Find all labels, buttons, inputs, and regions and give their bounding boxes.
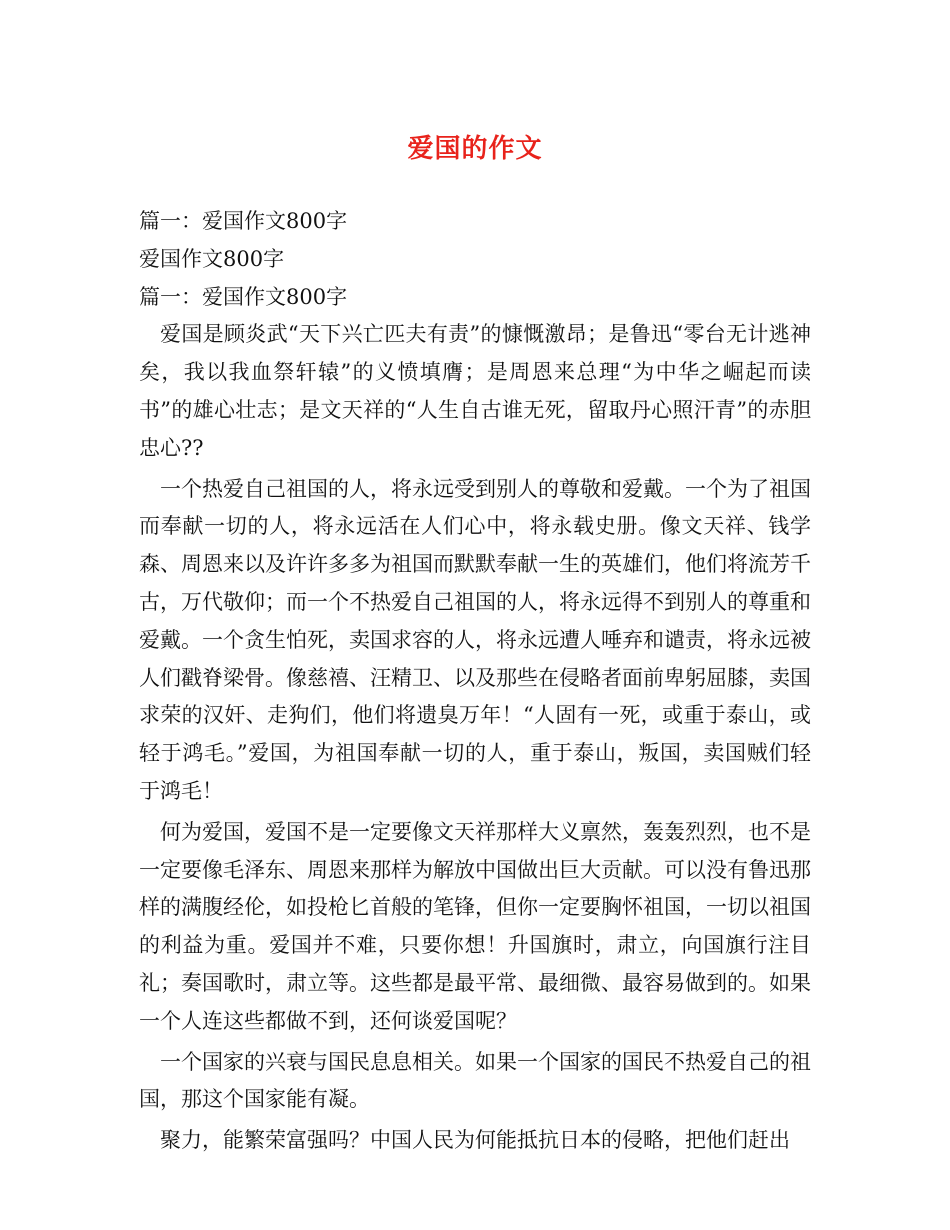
- paragraph: 一个国家的兴衰与国民息息相关。如果一个国家的国民不热爱自己的祖国，那这个国家能有凝。: [139, 1049, 811, 1112]
- document-title: 爱国的作文: [407, 134, 543, 164]
- heading-part-one: 篇一：爱国作文800字: [139, 209, 348, 233]
- paragraph: 爱国是顾炎武“天下兴亡匹夫有责”的慷慨激昂；是鲁迅“零台无计逃神矣，我以我血祭轩辕”的义愤填膺；是周恩来总理“为中华之崛起而读书”的雄心壮志；是文天祥的“人生自古谁无死，留取丹心照汗青”的赤胆忠心??: [139, 322, 811, 460]
- paragraph: 一个热爱自己祖国的人，将永远受到别人的尊敬和爱戴。一个为了祖国而奉献一切的人，将永远活在人们心中，将永载史册。像文天祥、钱学森、周恩来以及许许多多为祖国而默默奉献一生的英雄们，他们将流芳千古，万代敬仰；而一个不热爱自己祖国的人，将永远得不到别人的尊重和爱戴。一个贪生怕死，卖国求容的人，将永远遭人唾弃和谴责，将永远被人们戳脊梁骨。像慈禧、汪精卫、以及那些在侵略者面前卑躬屈膝，卖国求荣的汉奸、走狗们，他们将遗臭万年！“人固有一死，或重于泰山，或轻于鸿毛。”爱国，为祖国奉献一切的人，重于泰山，叛国，卖国贼们轻于鸿毛！: [139, 476, 811, 803]
- paragraph: 何为爱国，爱国不是一定要像文天祥那样大义禀然，轰轰烈烈，也不是一定要像毛泽东、周恩来那样为解放中国做出巨大贡献。可以没有鲁迅那样的满腹经伦，如投枪匕首般的笔锋，但你一定要胸怀祖国，一切以祖国的利益为重。爱国并不难，只要你想！升国旗时，肃立，向国旗行注目礼；奏国歌时，肃立等。这些都是最平常、最细微、最容易做到的。如果一个人连这些都做不到，还何谈爱国呢？: [139, 819, 811, 1033]
- heading-essay-title: 爱国作文800字: [139, 246, 285, 271]
- paragraph: 聚力，能繁荣富强吗？中国人民为何能抵抗日本的侵略，把他们赶出: [160, 1128, 790, 1153]
- document-body: [139, 203, 811, 1160]
- heading-part-one-repeat: 篇一：爱国作文800字: [139, 284, 348, 309]
